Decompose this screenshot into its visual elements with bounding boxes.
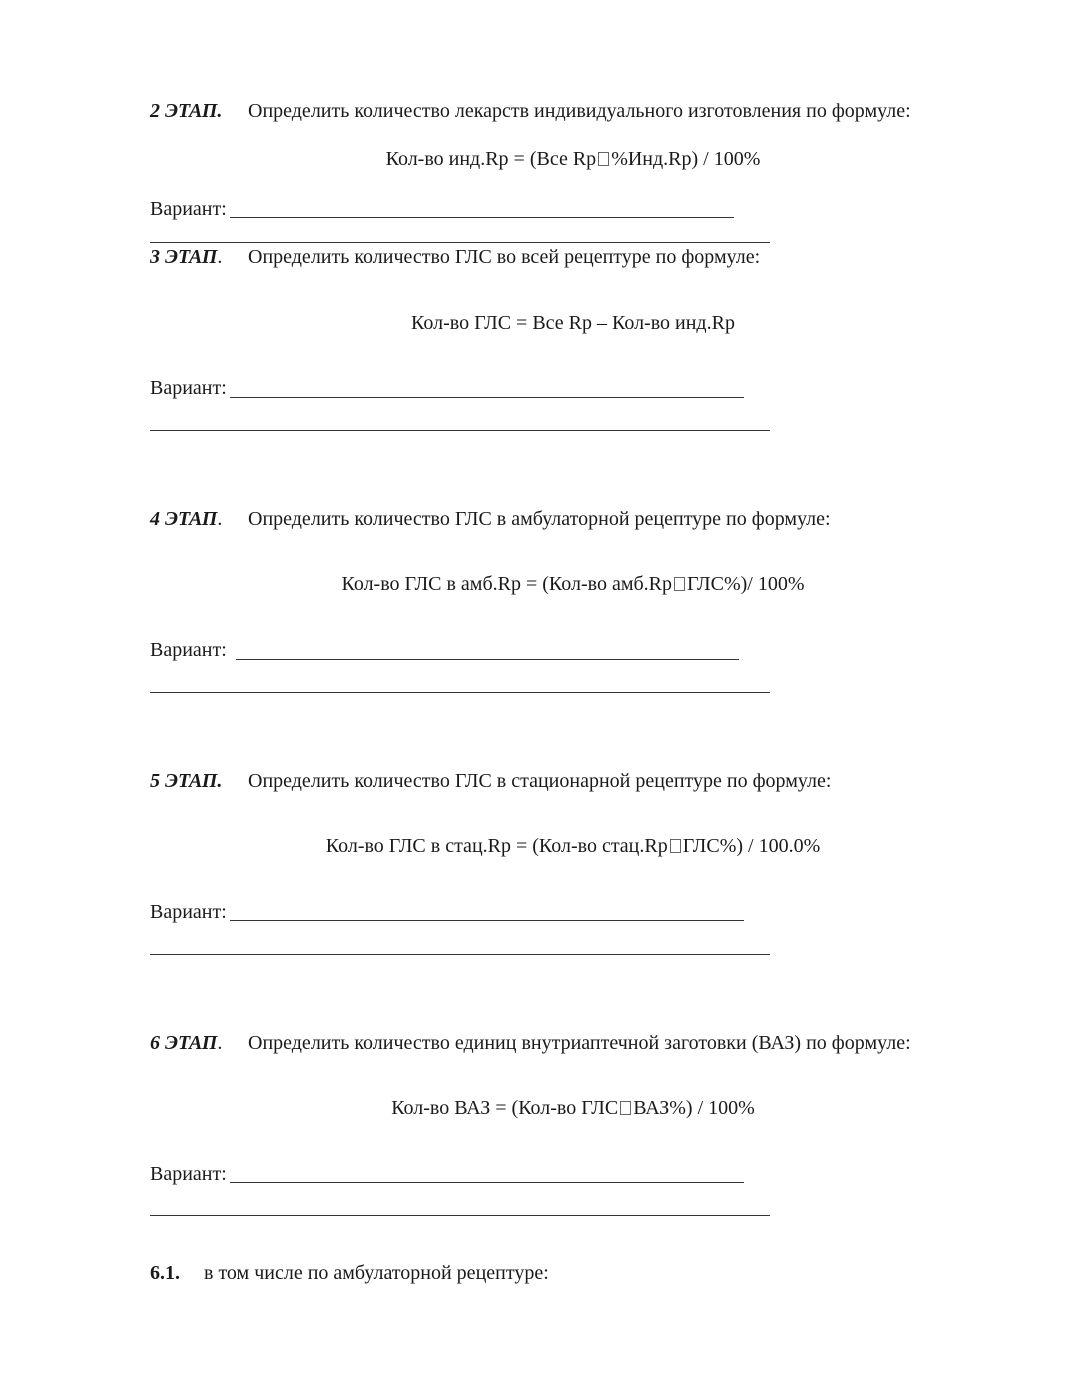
stage-3-answer-line-2[interactable] bbox=[150, 430, 770, 431]
stage-3-answer-line-1[interactable] bbox=[230, 397, 744, 398]
stage-6-formula: Кол-во ВАЗ = (Кол-во ГЛС ВАЗ%) / 100% bbox=[391, 1097, 755, 1119]
stage-2-answer-line-2[interactable] bbox=[150, 242, 770, 243]
stage-4-heading: 4 ЭТАП. bbox=[150, 508, 223, 530]
multiply-placeholder-icon bbox=[620, 1101, 631, 1115]
multiply-placeholder-icon bbox=[598, 152, 609, 166]
stage-2-heading bbox=[150, 101, 222, 121]
stage-4-variant-label: Вариант: bbox=[150, 639, 227, 661]
stage-4-formula: Кол-во ГЛС в амб.Rp = (Кол-во амб.Rp ГЛС%)/ 100% bbox=[341, 573, 805, 595]
stage-5-formula: Кол-во ГЛС в стац.Rp = (Кол-во стац.Rp ГЛС%) / 100.0% bbox=[325, 835, 821, 857]
stage-6-number: 6 ЭТАП bbox=[150, 1032, 218, 1054]
multiply-placeholder-icon bbox=[670, 839, 681, 853]
stage-3-number: 3 ЭТАП bbox=[150, 246, 218, 268]
stage-4-answer-line-1[interactable] bbox=[236, 659, 739, 660]
stage-6-variant-label: Вариант: bbox=[150, 1163, 227, 1185]
substage-6-1-text: в том числе по амбулаторной рецептуре: bbox=[204, 1262, 549, 1284]
stage-4-answer-line-2[interactable] bbox=[150, 692, 770, 693]
stage-5-answer-line-2[interactable] bbox=[150, 954, 770, 955]
stage-2-variant-label: Вариант: bbox=[150, 198, 227, 220]
stage-3-variant-label: Вариант: bbox=[150, 377, 227, 399]
stage-5-heading bbox=[150, 771, 222, 791]
stage-3-instruction: Определить количество ГЛС во всей рецептуре по формуле: bbox=[248, 246, 761, 268]
stage-3-heading: 3 ЭТАП. bbox=[150, 246, 223, 268]
substage-6-1-number: 6.1. bbox=[150, 1262, 180, 1284]
stage-6-answer-line-2[interactable] bbox=[150, 1215, 770, 1216]
stage-5-number: 5 ЭТАП. bbox=[150, 770, 223, 792]
stage-4-number: 4 ЭТАП bbox=[150, 508, 218, 530]
stage-6-answer-line-1[interactable] bbox=[230, 1182, 744, 1183]
stage-2-formula: Кол-во инд.Rp = (Все Rp %Инд.Rp) / 100% bbox=[385, 148, 761, 170]
stage-5-instruction: Определить количество ГЛС в стационарной рецептуре по формуле: bbox=[248, 770, 832, 792]
stage-5-answer-line-1[interactable] bbox=[230, 920, 744, 921]
stage-6-instruction: Определить количество единиц внутриаптечной заготовки (ВАЗ) по формуле: bbox=[248, 1032, 911, 1054]
stage-2-answer-line-1[interactable] bbox=[230, 217, 734, 218]
stage-2-number: 2 ЭТАП. bbox=[150, 100, 223, 122]
multiply-placeholder-icon bbox=[674, 577, 685, 591]
stage-4-instruction: Определить количество ГЛС в амбулаторной рецептуре по формуле: bbox=[248, 508, 831, 530]
stage-5-variant-label: Вариант: bbox=[150, 901, 227, 923]
stage-3-formula: Кол-во ГЛС = Все Rp – Кол-во инд.Rp bbox=[411, 312, 735, 334]
stage-2-instruction: Определить количество лекарств индивидуального изготовления по формуле: bbox=[248, 100, 911, 122]
stage-6-heading: 6 ЭТАП. bbox=[150, 1032, 223, 1054]
